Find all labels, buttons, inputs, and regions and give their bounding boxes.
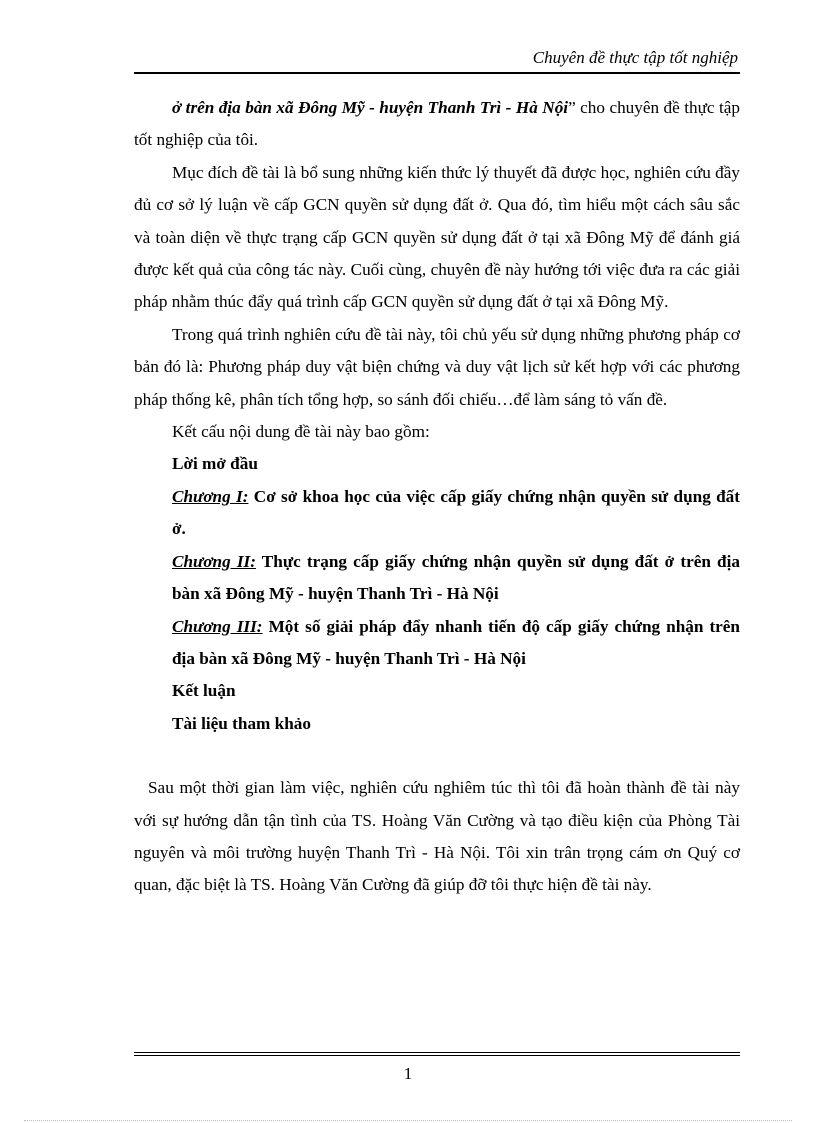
page-number: 1 (403, 1064, 413, 1083)
intro-rest: ” cho chuyên đề thực tập tốt nghiệp của tôi. (134, 98, 740, 150)
chapter-1-label: Chương I: (172, 486, 249, 506)
outline-chapter-3 (134, 611, 740, 676)
blank-line (134, 740, 740, 772)
acknowledgement-paragraph: Sau một thời gian làm việc, nghiên cứu nghiêm túc thì tôi đã hoàn thành đề tài này với sự hướng dẫn tận tình của TS. Hoàng Văn Cường và tạo điều kiện của Phòng Tài nguyên và môi trường huyện Thanh Trì - Hà Nội. Tôi xin trân trọng cám ơn Quý cơ quan, đặc biệt là TS. Hoàng Văn Cường đã giúp đỡ tôi thực hiện đề tài này. (134, 778, 740, 895)
outline-conclusion: Kết luận (172, 681, 236, 701)
header-title: Chuyên đề thực tập tốt nghiệp (532, 48, 738, 67)
footer-rule-secondary (134, 1055, 740, 1056)
chapter-3-title: Một số giải pháp đẩy nhanh tiến độ cấp giấy chứng nhận trên địa bàn xã Đông Mỹ - huyện Thanh Trì - Hà Nội (172, 616, 740, 668)
purpose-paragraph: Mục đích đề tài là bổ sung những kiến thức lý thuyết đã được học, nghiên cứu đầy đủ cơ sở lý luận về cấp GCN quyền sử dụng đất ở. Qua đó, tìm hiểu một cách sâu sắc và toàn diện về thực trạng cấp GCN quyền sử dụng đất ở tại xã Đông Mỹ để đánh giá được kết quả của công tác này. Cuối cùng, chuyên đề này hướng tới việc đưa ra các giải pháp nhằm thúc đẩy quá trình cấp GCN quyền sử dụng đất ở tại xã Đông Mỹ. (134, 162, 740, 312)
outline-chapter-2 (134, 546, 740, 611)
chapter-2-label: Chương II: (172, 551, 256, 571)
outline-chapter-1 (134, 481, 740, 546)
header-rule (134, 72, 740, 74)
intro-topic: ở trên địa bàn xã Đông Mỹ - huyện Thanh Trì - Hà Nội (172, 98, 569, 117)
document-body (134, 92, 740, 902)
page-boundary-dots (24, 1120, 792, 1121)
intro-paragraph (134, 92, 740, 157)
chapter-3-label: Chương III: (172, 616, 263, 636)
footer-rule (134, 1052, 740, 1053)
outline-references: Tài liệu tham khảo (172, 713, 311, 733)
chapter-2-title: Thực trạng cấp giấy chứng nhận quyền sử dụng đất ở trên địa bàn xã Đông Mỹ - huyện Thanh Trì - Hà Nội (172, 551, 740, 604)
outline-preface: Lời mở đầu (172, 454, 258, 474)
chapter-1-title: Cơ sở khoa học của việc cấp giấy chứng nhận quyền sử dụng đất ở. (172, 486, 740, 539)
methods-paragraph: Trong quá trình nghiên cứu đề tài này, tôi chủ yếu sử dụng những phương pháp cơ bản đó là: Phương pháp duy vật biện chứng và duy vật lịch sử kết hợp với các phương pháp thống kê, phân tích tổng hợp, so sánh đối chiếu…để làm sáng tỏ vấn đề. (134, 324, 740, 409)
structure-intro: Kết cấu nội dung đề tài này bao gồm: (172, 422, 430, 442)
